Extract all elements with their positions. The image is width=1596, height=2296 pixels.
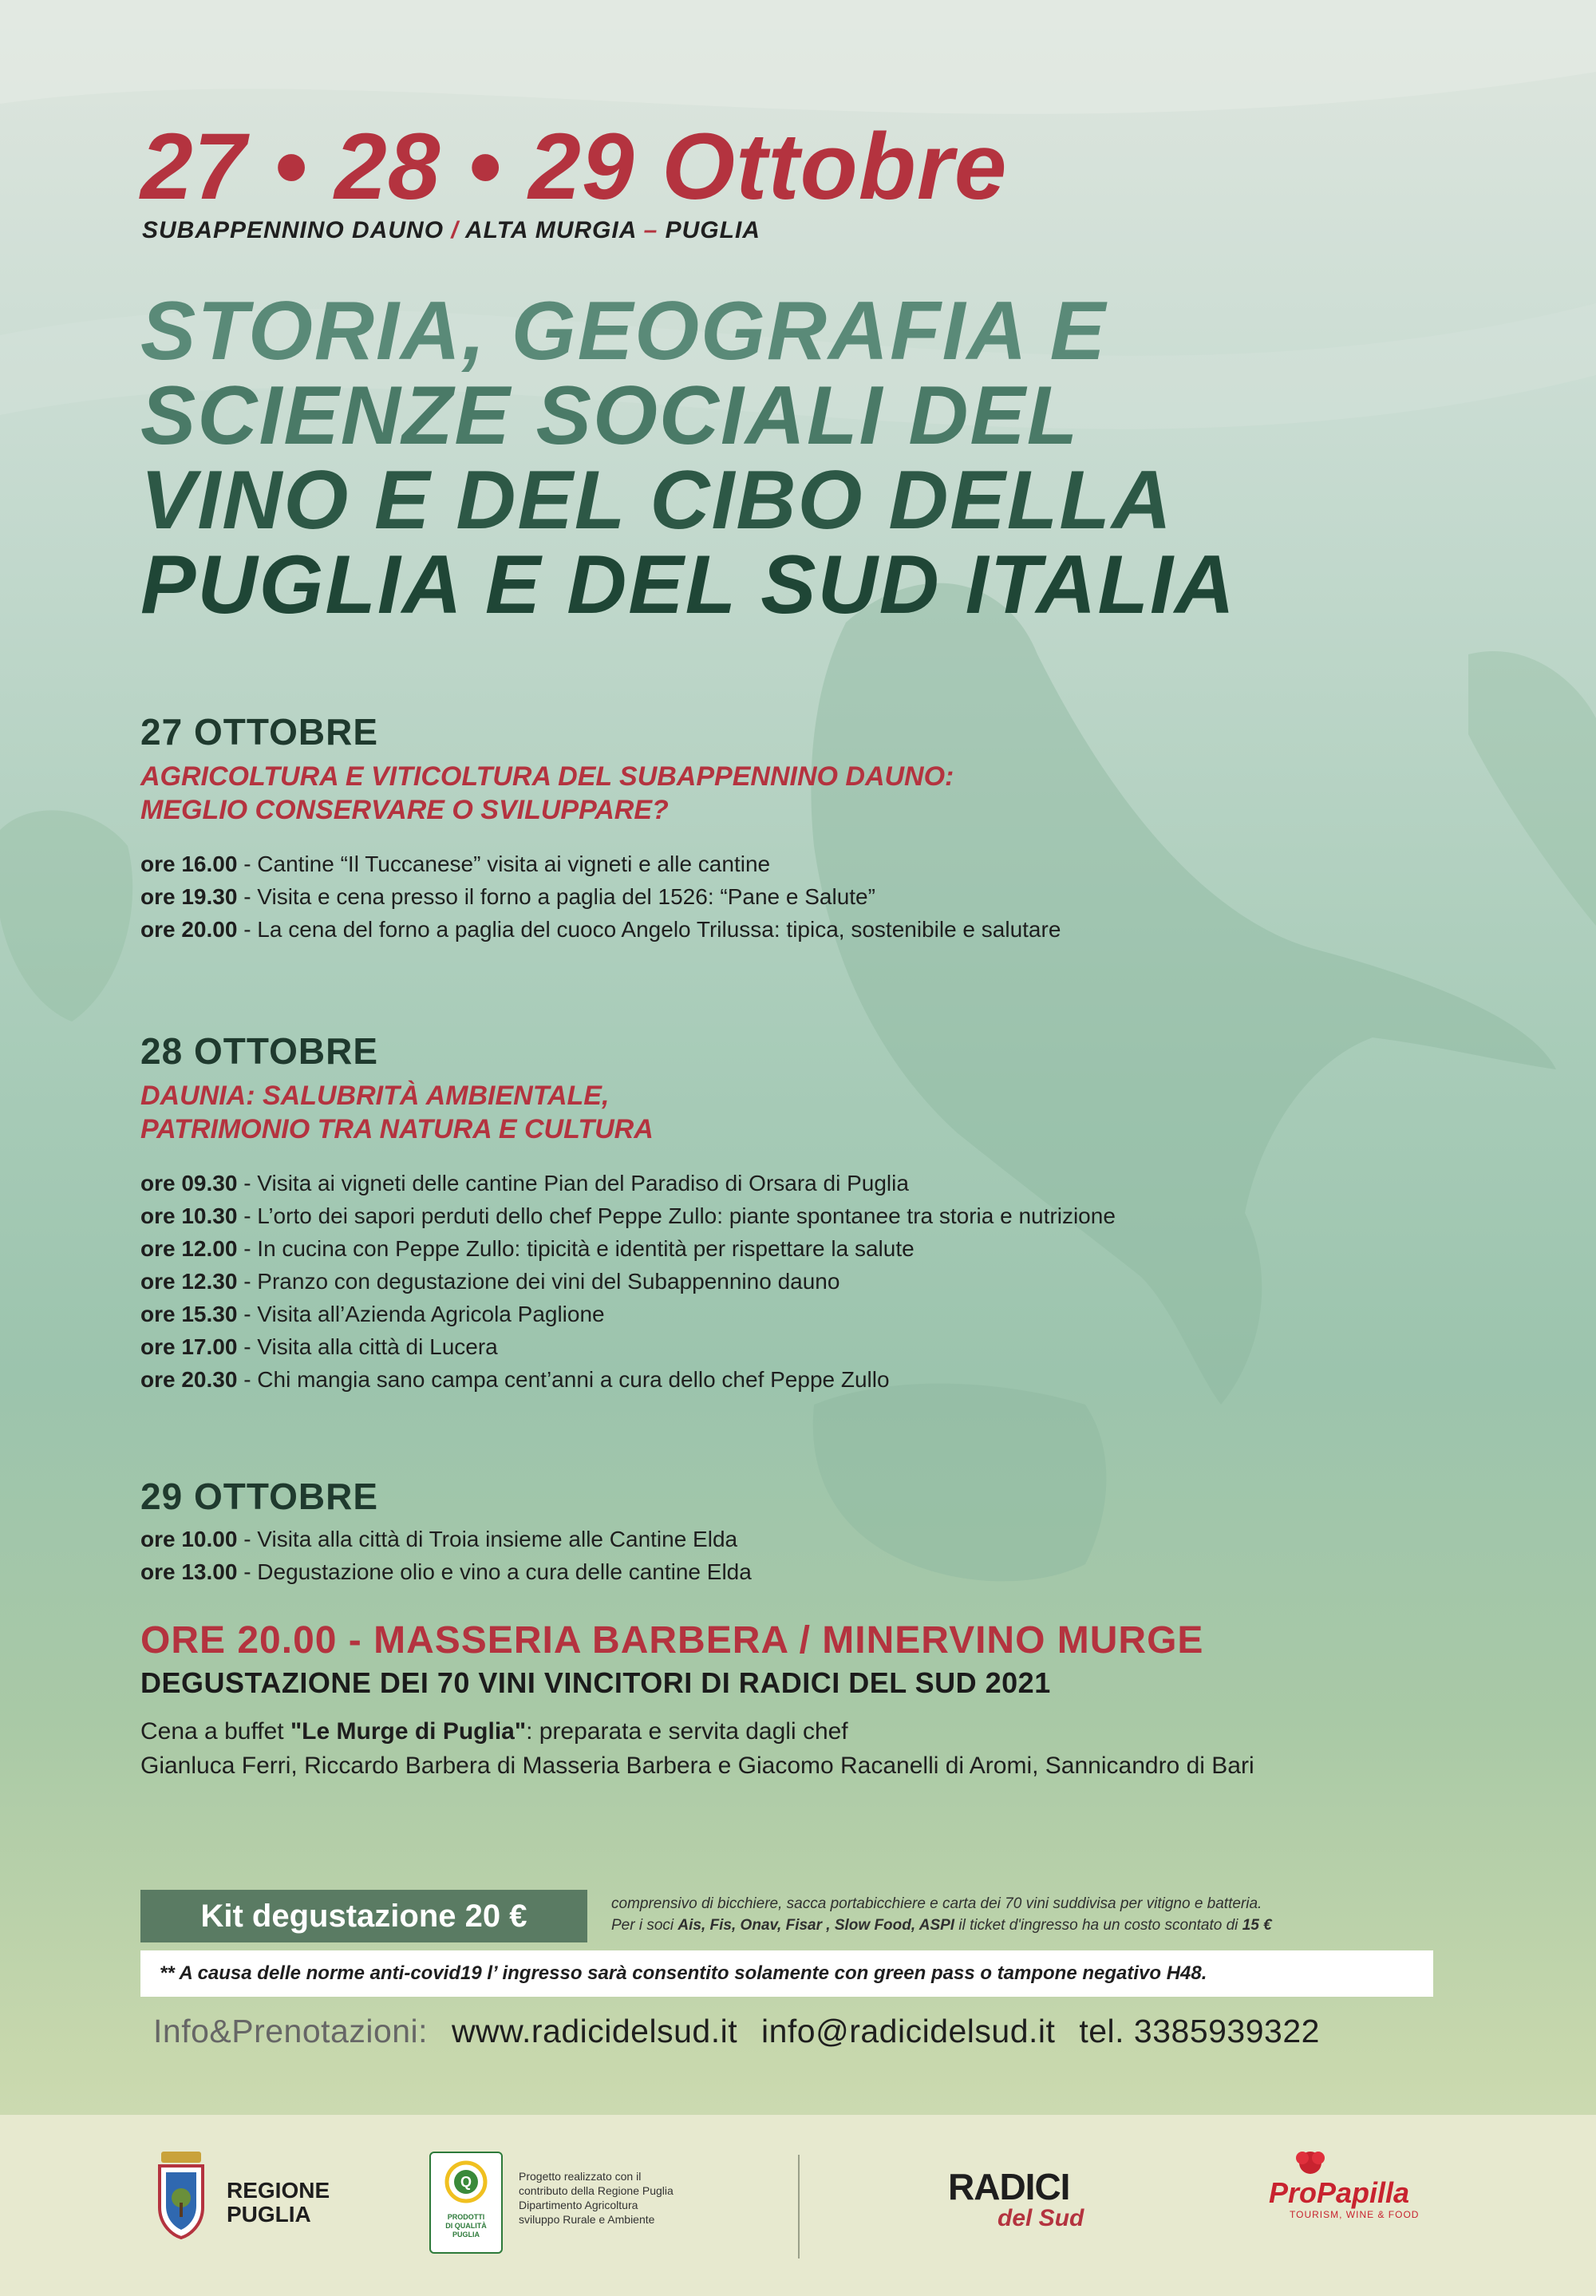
- day-2-subtitle: [140, 1079, 1449, 1146]
- kit-note: [611, 1893, 1521, 1936]
- evening-line-1: [140, 1714, 1497, 1749]
- title-line-4: PUGLIA E DEL SUD ITALIA: [140, 539, 1237, 631]
- radici-del-sud-logo: [948, 2168, 1084, 2231]
- evening-line-2: Gianluca Ferri, Riccardo Barbera di Masseria Barbera e Giacomo Racanelli di Aromi, Sannicandro di Bari: [140, 1753, 1254, 1779]
- kit-note-line-2: [611, 1915, 1521, 1936]
- day-1-section: [140, 710, 1449, 946]
- main-title: [140, 285, 1497, 631]
- schedule-item: [140, 880, 1449, 913]
- evening-subheading: DEGUSTAZIONE DEI 70 VINI VINCITORI DI RADICI DEL SUD 2021: [140, 1666, 1051, 1699]
- kit-note-line-1: comprensivo di bicchiere, sacca portabicchiere e carta dei 70 vini suddivisa per vitigno e batteria.: [611, 1895, 1262, 1912]
- schedule-text: - Visita all’Azienda Agricola Paglione: [237, 1302, 605, 1326]
- schedule-time: ore 13.00: [140, 1559, 238, 1584]
- papilla-flower-icon: [1286, 2147, 1334, 2179]
- location-dash: –: [643, 217, 658, 243]
- schedule-text: - Pranzo con degustazione dei vini del Subappennino dauno: [237, 1269, 840, 1294]
- schedule-text: - In cucina con Peppe Zullo: tipicità e identità per rispettare la salute: [237, 1236, 915, 1261]
- evening-text-pre: Cena a buffet: [140, 1718, 290, 1745]
- title-line-1: STORIA, GEOGRAFIA E: [140, 285, 1107, 377]
- title-line-3: VINO E DEL CIBO DELLA: [140, 454, 1173, 547]
- schedule-text: - L’orto dei sapori perduti dello chef Peppe Zullo: piante spontanee tra storia e nutrizione: [237, 1203, 1116, 1228]
- schedule-time: ore 15.30: [140, 1302, 238, 1326]
- title-line-2: SCIENZE SOCIALI DEL: [140, 369, 1080, 462]
- regione-label-1: REGIONE: [227, 2178, 330, 2203]
- schedule-item: [140, 913, 1449, 946]
- kit-note-pre: Per i soci: [611, 1917, 678, 1934]
- schedule-time: ore 10.00: [140, 1527, 238, 1551]
- evening-description: [140, 1714, 1497, 1783]
- schedule-time: ore 09.30: [140, 1171, 238, 1195]
- day-2-schedule: [140, 1167, 1449, 1396]
- day-2-section: [140, 1029, 1449, 1396]
- day-1-subtitle-line-2: MEGLIO CONSERVARE O SVILUPPARE?: [140, 795, 669, 825]
- kit-note-mid: il ticket d'ingresso ha un costo scontato di: [954, 1917, 1242, 1934]
- project-line-3: Dipartimento Agricoltura: [519, 2199, 638, 2211]
- schedule-item: [140, 1298, 1449, 1330]
- radici-tagline: del Sud: [998, 2205, 1084, 2231]
- pro-wordmark-2: Papilla: [1317, 2176, 1410, 2209]
- evening-heading: ORE 20.00 - MASSERIA BARBERA / MINERVINO MURGE: [140, 1619, 1204, 1662]
- evening-dinner-name: "Le Murge di Puglia": [290, 1718, 527, 1745]
- schedule-text: - Visita ai vigneti delle cantine Pian del Paradiso di Orsara di Puglia: [237, 1171, 909, 1195]
- project-line-4: sviluppo Rurale e Ambiente: [519, 2213, 655, 2226]
- day-3-schedule: [140, 1523, 1449, 1588]
- schedule-item: [140, 1555, 1449, 1588]
- schedule-item: [140, 1232, 1449, 1265]
- day-2-heading: 28 OTTOBRE: [140, 1030, 378, 1072]
- schedule-item: [140, 1199, 1449, 1232]
- regione-puglia-name: [227, 2179, 330, 2227]
- schedule-text: - Cantine “Il Tuccanese” visita ai vigneti e alle cantine: [237, 852, 771, 876]
- regione-puglia-crest-icon: [156, 2152, 206, 2239]
- day-3-heading: 29 OTTOBRE: [140, 1476, 378, 1517]
- schedule-text: - Chi mangia sano campa cent’anni a cura dello chef Peppe Zullo: [237, 1367, 890, 1392]
- schedule-item: [140, 848, 1449, 880]
- schedule-item: [140, 1265, 1449, 1298]
- pq-label-mid: DI QUALITÀ: [445, 2222, 487, 2230]
- quality-mark-icon: [431, 2153, 501, 2209]
- kit-note-price: 15 €: [1242, 1917, 1272, 1934]
- contacts-line: [153, 2013, 1334, 2050]
- pro-wordmark-1: Pro: [1269, 2176, 1317, 2209]
- prodotti-qualita-logo: [429, 2152, 503, 2254]
- schedule-item: [140, 1363, 1449, 1396]
- project-line-2: contributo della Regione Puglia: [519, 2184, 674, 2197]
- schedule-item: [140, 1167, 1449, 1199]
- day-1-subtitle-line-1: AGRICOLTURA E VITICOLTURA DEL SUBAPPENNINO DAUNO:: [140, 761, 954, 792]
- schedule-text: - Visita e cena presso il forno a paglia del 1526: “Pane e Salute”: [237, 884, 875, 909]
- schedule-time: ore 12.30: [140, 1269, 238, 1294]
- location-separator: /: [451, 217, 459, 243]
- schedule-item: [140, 1330, 1449, 1363]
- event-dates: 27 • 28 • 29 Ottobre: [140, 114, 1008, 219]
- project-credit: [519, 2169, 674, 2227]
- kit-note-members: Ais, Fis, Onav, Fisar , Slow Food, ASPI: [678, 1917, 955, 1934]
- pro-tagline: TOURISM, WINE & FOOD: [1290, 2209, 1420, 2220]
- pq-label-bottom: PUGLIA: [452, 2231, 480, 2239]
- svg-text:Q: Q: [460, 2174, 472, 2190]
- schedule-time: ore 20.30: [140, 1367, 238, 1392]
- schedule-text: - Degustazione olio e vino a cura delle cantine Elda: [237, 1559, 752, 1584]
- footer-divider: [798, 2155, 800, 2258]
- day-1-schedule: [140, 848, 1449, 946]
- phone-number[interactable]: tel. 3385939322: [1079, 2013, 1320, 2049]
- schedule-time: ore 12.00: [140, 1236, 238, 1261]
- schedule-item: [140, 1523, 1449, 1555]
- schedule-text: - Visita alla città di Lucera: [237, 1334, 498, 1359]
- schedule-time: ore 20.00: [140, 917, 238, 942]
- email-link[interactable]: info@radicidelsud.it: [761, 2013, 1056, 2049]
- location-puglia: PUGLIA: [665, 217, 760, 243]
- propapilla-logo: [1269, 2166, 1419, 2220]
- contacts-label: Info&Prenotazioni:: [153, 2013, 429, 2049]
- radici-wordmark: RADICI: [948, 2166, 1070, 2207]
- schedule-time: ore 19.30: [140, 884, 238, 909]
- project-line-1: Progetto realizzato con il: [519, 2170, 642, 2183]
- schedule-time: ore 17.00: [140, 1334, 238, 1359]
- schedule-text: - La cena del forno a paglia del cuoco Angelo Trilussa: tipica, sostenibile e salutare: [237, 917, 1061, 942]
- schedule-text: - Visita alla città di Troia insieme alle Cantine Elda: [237, 1527, 738, 1551]
- day-1-heading: 27 OTTOBRE: [140, 711, 378, 753]
- evening-text-post: : preparata e servita dagli chef: [526, 1718, 848, 1745]
- website-link[interactable]: www.radicidelsud.it: [451, 2013, 738, 2049]
- sponsor-footer: [0, 2115, 1596, 2296]
- covid-notice: ** A causa delle norme anti-covid19 l’ ingresso sarà consentito solamente con green pass o tampone negativo H48.: [140, 1950, 1433, 1997]
- location-subappennino: SUBAPPENNINO DAUNO: [142, 217, 444, 243]
- regione-label-2: PUGLIA: [227, 2202, 311, 2227]
- day-1-subtitle: [140, 760, 1449, 827]
- location-alta-murgia: ALTA MURGIA: [464, 217, 637, 243]
- day-2-subtitle-line-1: DAUNIA: SALUBRITÀ AMBIENTALE,: [140, 1081, 610, 1111]
- day-2-subtitle-line-2: PATRIMONIO TRA NATURA E CULTURA: [140, 1114, 654, 1144]
- schedule-time: ore 16.00: [140, 852, 238, 876]
- pq-label-top: PRODOTTI: [447, 2213, 485, 2221]
- event-locations: [142, 217, 760, 244]
- day-3-section: [140, 1475, 1449, 1588]
- kit-price-badge: Kit degustazione 20 €: [140, 1890, 587, 1942]
- schedule-time: ore 10.30: [140, 1203, 238, 1228]
